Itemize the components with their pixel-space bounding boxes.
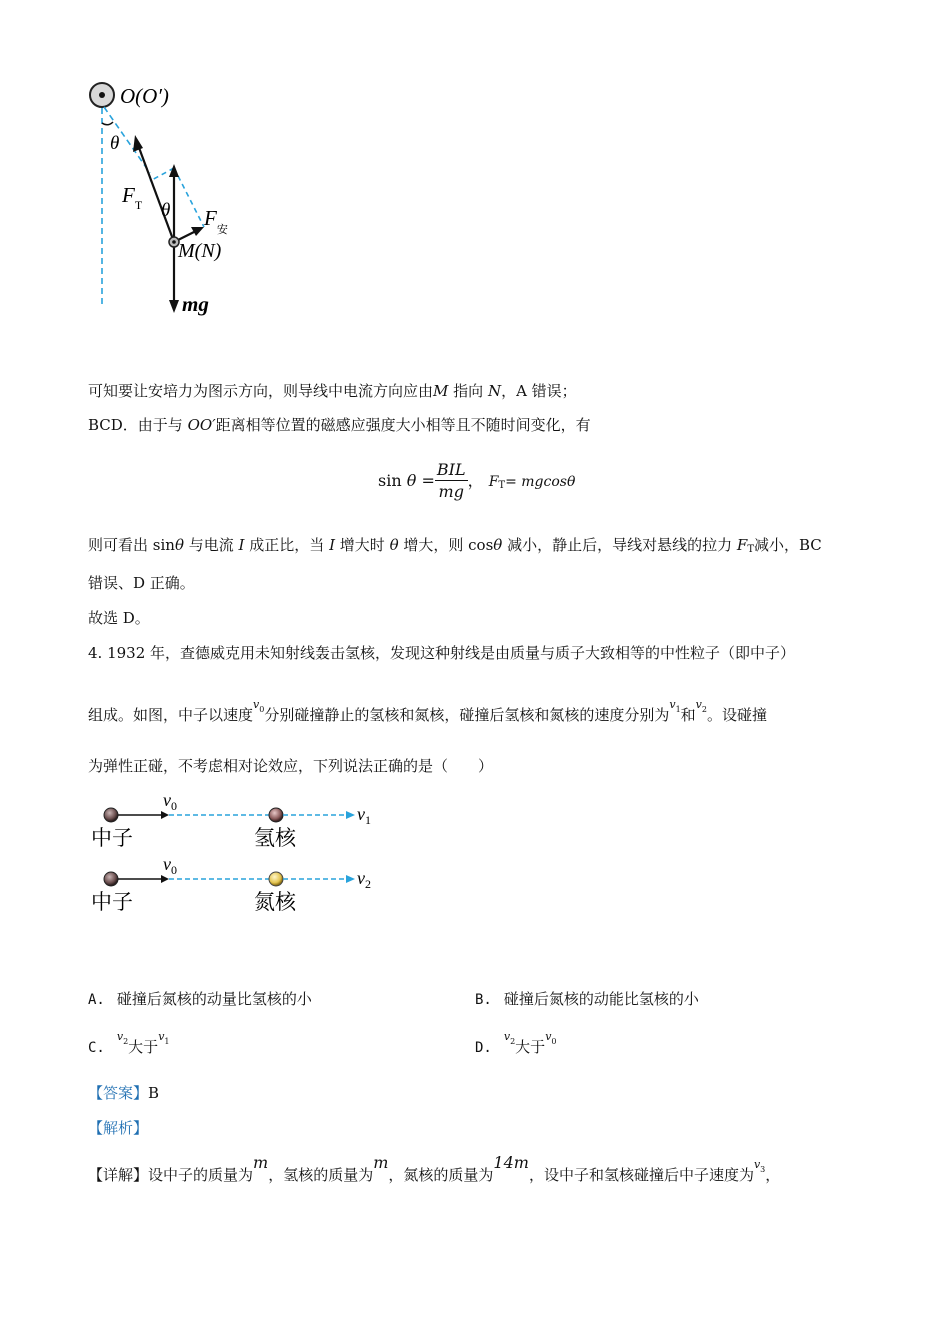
answer-value: B bbox=[148, 1084, 160, 1102]
ft-arrow bbox=[138, 145, 174, 242]
theta-top-label: θ bbox=[110, 133, 120, 154]
v1-arrowhead bbox=[346, 811, 355, 819]
option-d[interactable]: D.$^{v_2}$大于$^{v_0}$ bbox=[475, 1030, 557, 1056]
wire-dot bbox=[172, 240, 176, 244]
force-diagram bbox=[80, 75, 260, 325]
theta-arc-top bbox=[102, 122, 113, 125]
question-line-3: 为弹性正碰，不考虑相对论效应，下列说法正确的是（ ） bbox=[88, 757, 494, 775]
paragraph-current-direction: 可知要让安培力为图示方向，则导线中电流方向应由M 指向 N，A 错误； bbox=[88, 382, 577, 400]
v2-symbol: v2 bbox=[695, 698, 707, 714]
neutron-ball-2 bbox=[104, 872, 118, 886]
paragraph-proportional-cont: 错误、D 正确。 bbox=[88, 574, 195, 592]
neutron-label-1: 中子 bbox=[91, 826, 133, 850]
neutron-label-2: 中子 bbox=[91, 890, 133, 914]
collision-diagram bbox=[85, 790, 385, 920]
detail-line: 【详解】设中子的质量为m，氢核的质量为m，氮核的质量为14m，设中子和氢核碰撞后中子速度为$^{v_3}$， bbox=[88, 1153, 781, 1184]
question-line-1: 4. 1932 年，查德威克用未知射线轰击氢核，发现这种射线是由质量与质子大致相等的中性粒子（即中子） bbox=[88, 644, 796, 662]
v2-arrowhead bbox=[346, 875, 355, 883]
ft-arrowhead bbox=[133, 135, 143, 152]
answer-tag: 【答案】 bbox=[88, 1084, 149, 1102]
option-c[interactable]: C.$^{v_2}$大于$^{v_1}$ bbox=[88, 1030, 170, 1056]
v0-symbol: v0 bbox=[253, 698, 265, 714]
formula-fraction: $\frac{\text{BIL}}{mg}$ bbox=[436, 460, 466, 501]
nitrogen-ball bbox=[269, 872, 283, 886]
v0-label-1: $v_0$ bbox=[163, 790, 177, 813]
answer-line bbox=[88, 1082, 159, 1104]
mg-label: mg bbox=[182, 292, 209, 316]
paragraph-bcd: BCD．由于与 OO′距离相等位置的磁感应强度大小相等且不随时间变化，有 bbox=[88, 416, 591, 434]
wire-label: M(N) bbox=[178, 240, 222, 262]
v0-label-2: $v_0$ bbox=[163, 854, 177, 877]
v2-label: $v_2$ bbox=[357, 868, 371, 891]
pivot-label: O(O′) bbox=[120, 84, 169, 108]
option-a[interactable]: A. 碰撞后氮核的动量比氢核的小 bbox=[88, 990, 312, 1008]
option-b[interactable]: B. 碰撞后氮核的动能比氢核的小 bbox=[475, 990, 699, 1008]
paragraph-proportional: 则可看出 sinθ 与电流 I 成正比，当 I 增大时 θ 增大，则 cosθ 减小，静止后，导线对悬线的拉力 $F_T$减小，BC bbox=[88, 536, 822, 555]
hydrogen-ball bbox=[269, 808, 283, 822]
question-line-2: 组成。如图，中子以速度$^{v_0}$分别碰撞静止的氢核和氮核，碰撞后氢核和氮核的速度分别为$^{v_1}$和$^{v_2}$。设碰撞 bbox=[88, 698, 767, 724]
ft-label: $F_T$ bbox=[122, 183, 143, 212]
pivot-dot bbox=[99, 92, 105, 98]
detail-tag: 【详解】 bbox=[88, 1166, 149, 1184]
conclusion-text: 故选 D。 bbox=[88, 609, 150, 627]
analysis-line bbox=[88, 1117, 148, 1139]
formula-sin-theta: sin θ = $\frac{\text{BIL}}{mg}$ ， $F_T= mgcos\theta$ bbox=[378, 460, 576, 501]
v1-symbol: v1 bbox=[669, 698, 681, 714]
theta-mid-label: θ bbox=[161, 200, 171, 221]
hydrogen-label: 氢核 bbox=[254, 826, 296, 850]
neutron-ball-1 bbox=[104, 808, 118, 822]
analysis-tag: 【解析】 bbox=[88, 1119, 149, 1137]
nitrogen-label: 氮核 bbox=[254, 890, 296, 914]
mg-arrowhead bbox=[169, 300, 179, 313]
v0-arrowhead-2 bbox=[161, 875, 169, 883]
fan-label: $F_安$ bbox=[204, 206, 228, 236]
v0-arrowhead-1 bbox=[161, 811, 169, 819]
v1-label: $v_1$ bbox=[357, 804, 371, 827]
